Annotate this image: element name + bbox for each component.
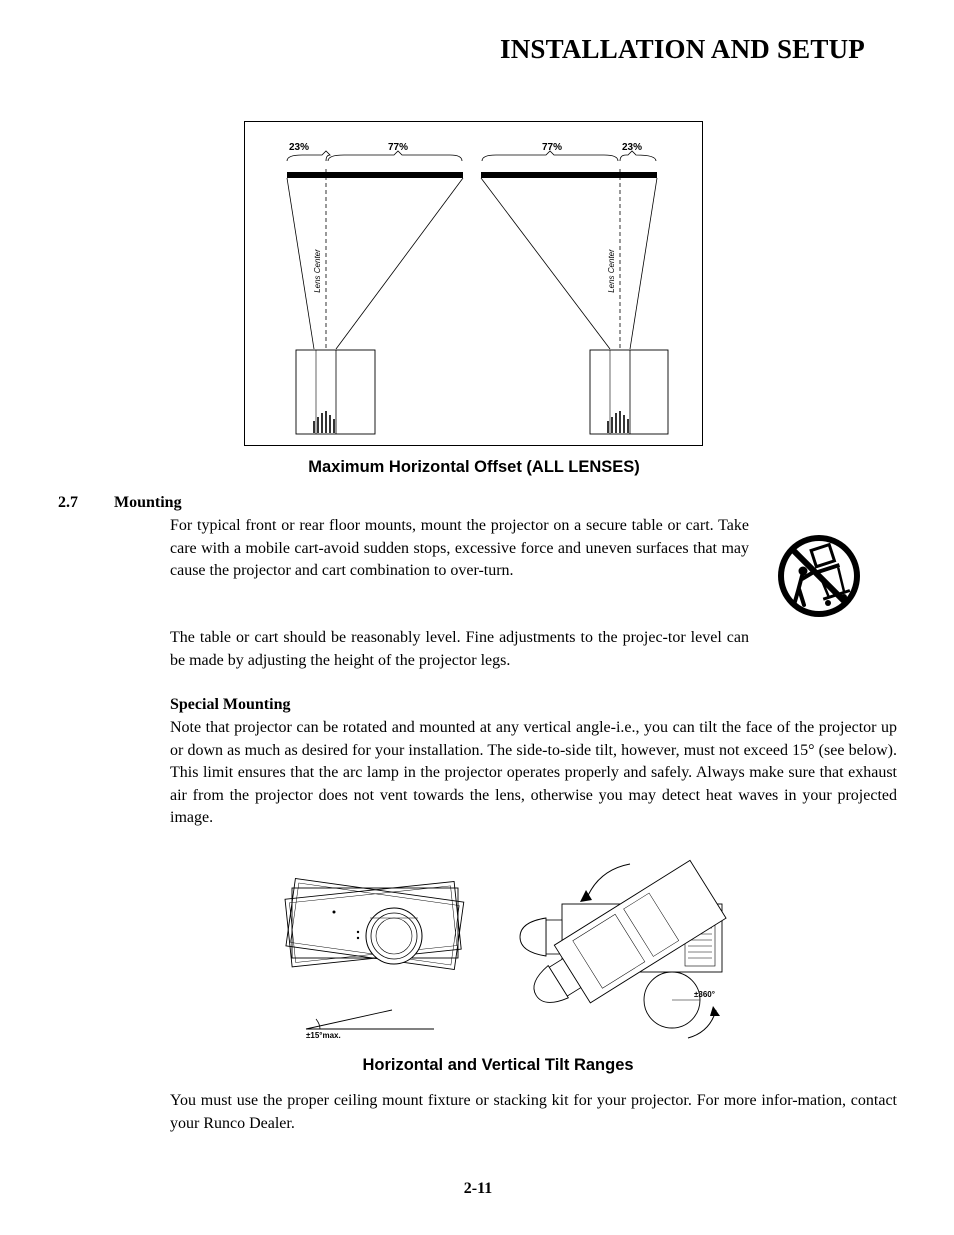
page-number: 2-11 — [463, 1180, 493, 1197]
side-tilt-projector — [285, 878, 464, 969]
section-number: 2.7 — [58, 494, 78, 511]
figure1-caption: Maximum Horizontal Offset (ALL LENSES) — [308, 458, 640, 476]
tilt-ranges-diagram — [280, 850, 730, 1046]
section-title: Mounting — [114, 494, 182, 511]
left-pct-23: 23% — [288, 142, 310, 153]
rotation-label: ±360° — [694, 990, 715, 999]
right-projector-body — [590, 350, 668, 434]
special-mounting-paragraph: Note that projector can be rotated and mounted at any vertical angle-i.e., you can tilt the face of the projector up or down as much as desired for your installation. The side-to-side tilt, however, must not exceed 15° (see below). This limit ensures that the arc lamp in the projector operates properly and safely. Always make sure that exhaust air from the projector does not vent towards the lens, otherwise you may detect heat waves in your projected image. — [170, 719, 897, 826]
rotation-arrow-down-icon — [710, 1006, 720, 1016]
vertical-rotation-projector — [519, 860, 726, 1025]
left-pct-77: 77% — [387, 142, 409, 153]
right-screen — [481, 172, 657, 178]
mounting-paragraph-1: For typical front or rear floor mounts, mount the projector on a secure table or cart. Take care with a mobile cart-avoid sudden stops, excessive force and uneven surfaces that may cause the projector and cart combination to over-turn. — [170, 517, 749, 579]
closing-paragraph: You must use the proper ceiling mount fixture or stacking kit for your projector. For more infor-mation, contact your Runco Dealer. — [170, 1092, 897, 1132]
right-pct-77: 77% — [541, 142, 563, 153]
left-projector-body — [296, 350, 375, 434]
right-pct-23: 23% — [621, 142, 643, 153]
page-title: INSTALLATION AND SETUP — [500, 34, 865, 64]
right-lens-center-label: Lens Center — [607, 249, 616, 293]
cart-tipover-warning-icon — [776, 533, 862, 619]
figure2-caption: Horizontal and Vertical Tilt Ranges — [362, 1056, 634, 1074]
horizontal-offset-diagram — [244, 121, 704, 447]
left-screen — [287, 172, 463, 178]
special-mounting-heading: Special Mounting — [170, 696, 291, 713]
tilt-limit-label: ±15°max. — [306, 1031, 341, 1040]
left-lens-center-label: Lens Center — [313, 249, 322, 293]
mounting-paragraph-2: The table or cart should be reasonably level. Fine adjustments to the projec-tor level can be made by adjusting the height of the projector legs. — [170, 629, 749, 669]
